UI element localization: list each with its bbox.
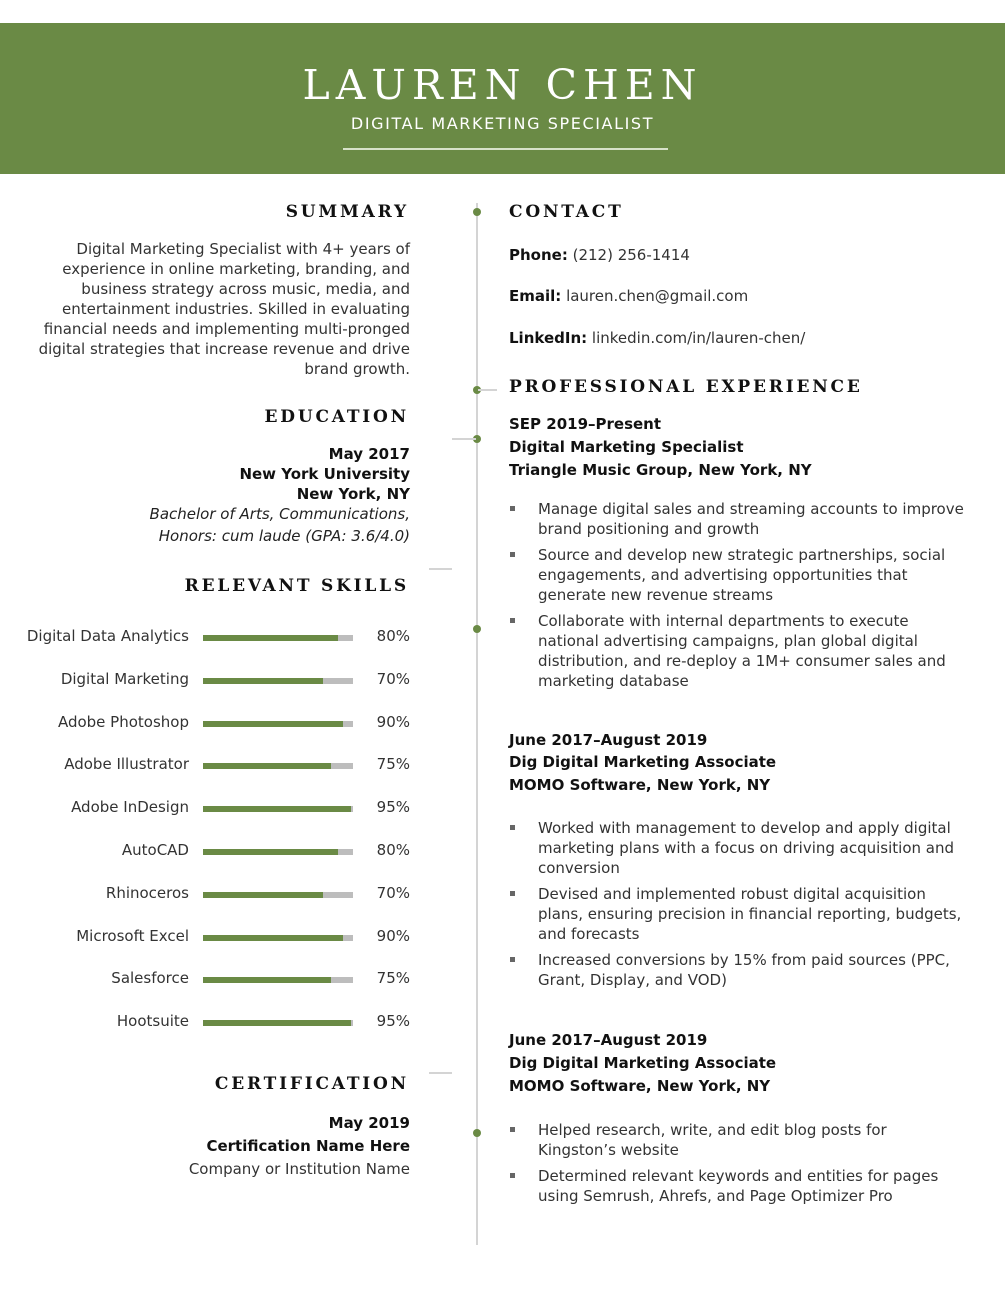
job-bullet: Collaborate with internal departments to execute national advertising campaigns, plan global digital distribution, and re-deploy a 1M+ consumer sales and marketing database — [509, 611, 964, 691]
job-bullet: Determined relevant keywords and entities for pages using Semrush, Ahrefs, and Page Optimizer Pro — [509, 1166, 964, 1206]
contact-phone — [509, 245, 690, 265]
skill-name: Digital Marketing — [60, 669, 189, 688]
job-title: Dig Digital Marketing Associate — [509, 1054, 777, 1072]
contact-email — [509, 286, 748, 306]
skill-percent: 95% — [376, 1012, 410, 1031]
skill-bar — [203, 763, 353, 769]
skill-percent: 70% — [376, 669, 410, 688]
job-bullets — [509, 499, 964, 697]
skill-name: Digital Data Analytics — [26, 627, 189, 645]
certification-institution: Company or Institution Name — [188, 1160, 410, 1178]
timeline-dot — [473, 208, 481, 216]
skill-name: Microsoft Excel — [76, 926, 189, 945]
job-bullet: Source and develop new strategic partnerships, social engagements, and advertising opportunities that generate new revenue streams — [509, 545, 964, 605]
skill-percent: 95% — [376, 798, 410, 817]
education-date: May 2017 — [328, 445, 410, 463]
skill-bar-fill — [203, 806, 351, 812]
skill-name: AutoCAD — [121, 841, 189, 859]
skill-bar — [203, 721, 353, 727]
skill-bar-fill — [203, 763, 331, 769]
job-company: MOMO Software, New York, NY — [509, 776, 771, 794]
skill-percent: 75% — [376, 969, 410, 988]
job-title: Digital Marketing Specialist — [509, 438, 744, 456]
skill-bar — [203, 678, 353, 684]
skill-name: Adobe Illustrator — [64, 755, 189, 774]
skill-bar-fill — [203, 678, 323, 684]
summary-heading: SUMMARY — [285, 202, 409, 222]
skill-bar — [203, 849, 353, 855]
skill-bar-fill — [203, 721, 343, 727]
timeline-tick — [429, 1072, 452, 1074]
timeline-tick — [429, 568, 452, 570]
skill-name: Hootsuite — [116, 1012, 189, 1031]
education-school: New York University — [239, 465, 410, 483]
certification-name: Certification Name Here — [206, 1137, 410, 1155]
timeline-line — [476, 203, 478, 1245]
skill-bar — [203, 892, 353, 898]
skill-bar-fill — [203, 977, 331, 983]
linkedin-label: LinkedIn: — [509, 329, 588, 347]
education-heading: EDUCATION — [264, 407, 409, 427]
job-bullet: Increased conversions by 15% from paid sources (PPC, Grant, Display, and VOD) — [509, 950, 964, 990]
skill-bar — [203, 635, 353, 641]
skill-percent: 80% — [376, 627, 410, 645]
skill-name: Salesforce — [111, 969, 189, 988]
education-degree: Bachelor of Arts, Communications, — [149, 505, 410, 523]
job-bullet: Worked with management to develop and apply digital marketing plans with a focus on driving acquisition and conversion — [509, 818, 964, 878]
skills-heading: RELEVANT SKILLS — [184, 576, 409, 596]
certification-date: May 2019 — [328, 1114, 410, 1132]
skill-bar-fill — [203, 849, 338, 855]
skill-percent: 90% — [376, 926, 410, 945]
skill-name: Adobe InDesign — [71, 798, 189, 817]
skill-percent: 80% — [376, 841, 410, 859]
skill-bar — [203, 977, 353, 983]
skill-bar-fill — [203, 635, 338, 641]
job-bullet: Helped research, write, and edit blog posts for Kingston’s website — [509, 1120, 964, 1160]
experience-heading: PROFESSIONAL EXPERIENCE — [509, 377, 863, 397]
phone-value[interactable]: (212) 256-1414 — [572, 246, 690, 264]
skill-bar-fill — [203, 935, 343, 941]
email-value[interactable]: lauren.chen@gmail.com — [566, 287, 749, 305]
skill-percent: 70% — [376, 883, 410, 902]
candidate-name: LAUREN CHEN — [302, 61, 703, 109]
certification-heading: CERTIFICATION — [214, 1074, 409, 1094]
skill-bar — [203, 935, 353, 941]
job-dates: SEP 2019–Present — [509, 415, 662, 433]
skill-name: Adobe Photoshop — [57, 712, 189, 731]
contact-heading: CONTACT — [509, 202, 624, 222]
skill-percent: 75% — [376, 755, 410, 774]
job-company: MOMO Software, New York, NY — [509, 1077, 771, 1095]
timeline-tick — [452, 438, 476, 440]
job-dates: June 2017–August 2019 — [509, 731, 708, 749]
skill-bar — [203, 1020, 353, 1026]
job-title: Dig Digital Marketing Associate — [509, 753, 777, 771]
job-company: Triangle Music Group, New York, NY — [509, 461, 812, 479]
timeline-tick — [478, 389, 497, 391]
summary-text: Digital Marketing Specialist with 4+ years of experience in online marketing, branding, and business strategy across music, media, and entertainment industries. Skilled in evaluating financial needs and implementing multi-pronged digital strategies that increase revenue and drive brand growth. — [38, 240, 410, 378]
job-bullets — [509, 1120, 964, 1212]
job-dates: June 2017–August 2019 — [509, 1031, 708, 1049]
education-location: New York, NY — [296, 485, 410, 503]
skill-percent: 90% — [376, 712, 410, 731]
candidate-role: DIGITAL MARKETING SPECIALIST — [350, 114, 655, 133]
timeline-dot — [473, 1129, 481, 1137]
skill-name: Rhinoceros — [105, 883, 189, 902]
phone-label: Phone: — [509, 246, 568, 264]
timeline-dot — [473, 625, 481, 633]
skill-bar — [203, 806, 353, 812]
job-bullet: Manage digital sales and streaming accounts to improve brand positioning and growth — [509, 499, 964, 539]
email-label: Email: — [509, 287, 562, 305]
contact-linkedin — [509, 328, 805, 348]
job-bullet: Devised and implemented robust digital acquisition plans, ensuring precision in financial reporting, budgets, and forecasts — [509, 884, 964, 944]
education-honors: Honors: cum laude (GPA: 3.6/4.0) — [158, 527, 410, 545]
job-bullets — [509, 818, 964, 996]
skill-bar-fill — [203, 892, 323, 898]
header-divider — [343, 148, 668, 150]
linkedin-value[interactable]: linkedin.com/in/lauren-chen/ — [591, 329, 806, 347]
skill-bar-fill — [203, 1020, 351, 1026]
